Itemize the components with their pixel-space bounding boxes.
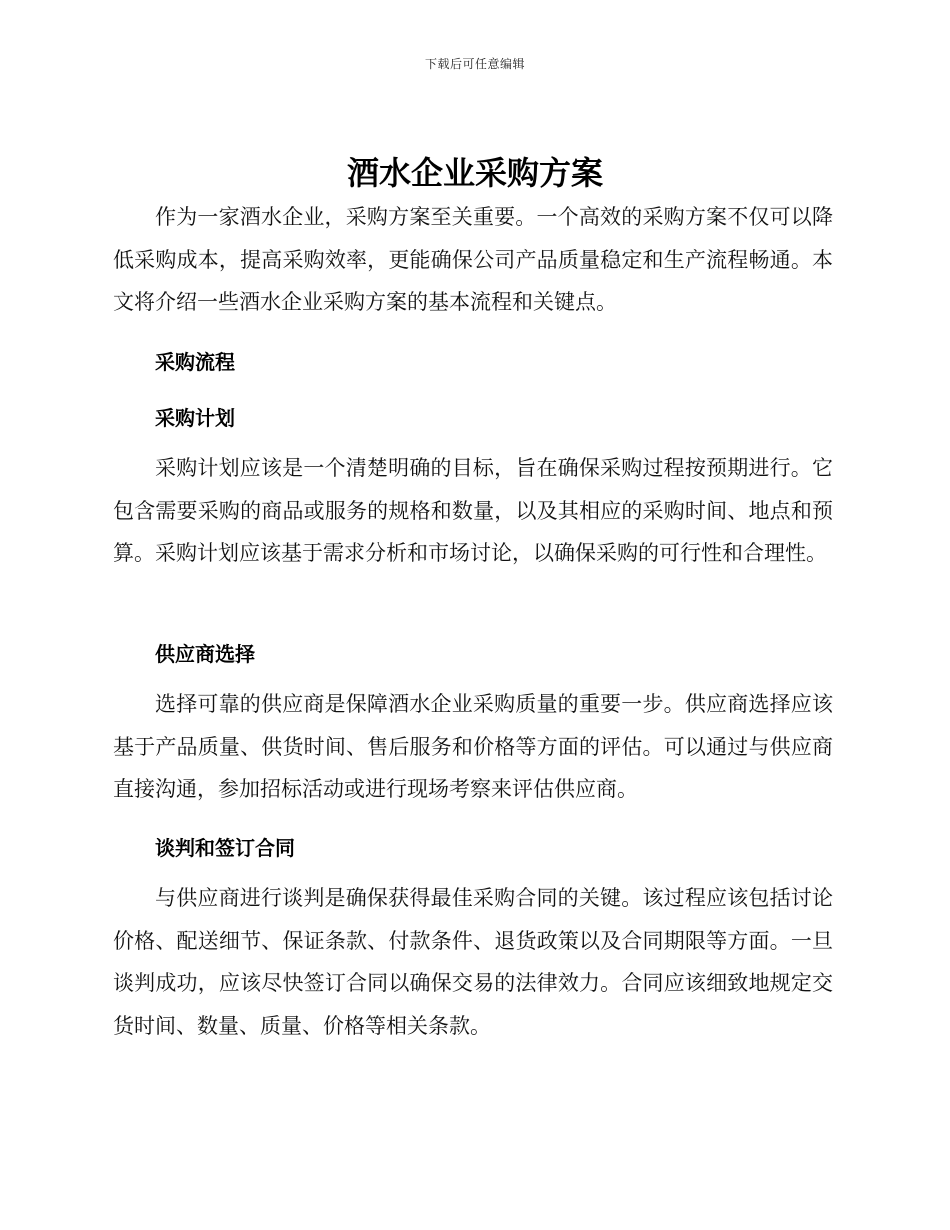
section-heading-supplier-selection: 供应商选择: [155, 642, 255, 666]
section-heading-negotiation-contract: 谈判和签订合同: [155, 836, 295, 860]
section-heading-procurement-plan: 采购计划: [155, 406, 235, 430]
section-heading-procurement-process: 采购流程: [155, 350, 235, 374]
header-note: 下载后可任意编辑: [424, 57, 525, 71]
supplier-selection-paragraph: 选择可靠的供应商是保障酒水企业采购质量的重要一步。供应商选择应该基于产品质量、供货时间、售后服务和价格等方面的评估。可以通过与供应商直接沟通，参加招标活动或进行现场考察来评估供应商。: [113, 692, 833, 801]
procurement-plan-paragraph: 采购计划应该是一个清楚明确的目标，旨在确保采购过程按预期进行。它包含需要采购的商品或服务的规格和数量，以及其相应的采购时间、地点和预算。采购计划应该基于需求分析和市场讨论，以确保采购的可行性和合理性。: [113, 456, 833, 565]
intro-paragraph: 作为一家酒水企业，采购方案至关重要。一个高效的采购方案不仅可以降低采购成本，提高采购效率，更能确保公司产品质量稳定和生产流程畅通。本文将介绍一些酒水企业采购方案的基本流程和关键点。: [113, 205, 833, 314]
negotiation-contract-paragraph: 与供应商进行谈判是确保获得最佳采购合同的关键。该过程应该包括讨论价格、配送细节、保证条款、付款条件、退货政策以及合同期限等方面。一旦谈判成功，应该尽快签订合同以确保交易的法律效力。合同应该细致地规定交货时间、数量、质量、价格等相关条款。: [113, 886, 833, 1038]
document-title: 酒水企业采购方案: [346, 154, 603, 192]
